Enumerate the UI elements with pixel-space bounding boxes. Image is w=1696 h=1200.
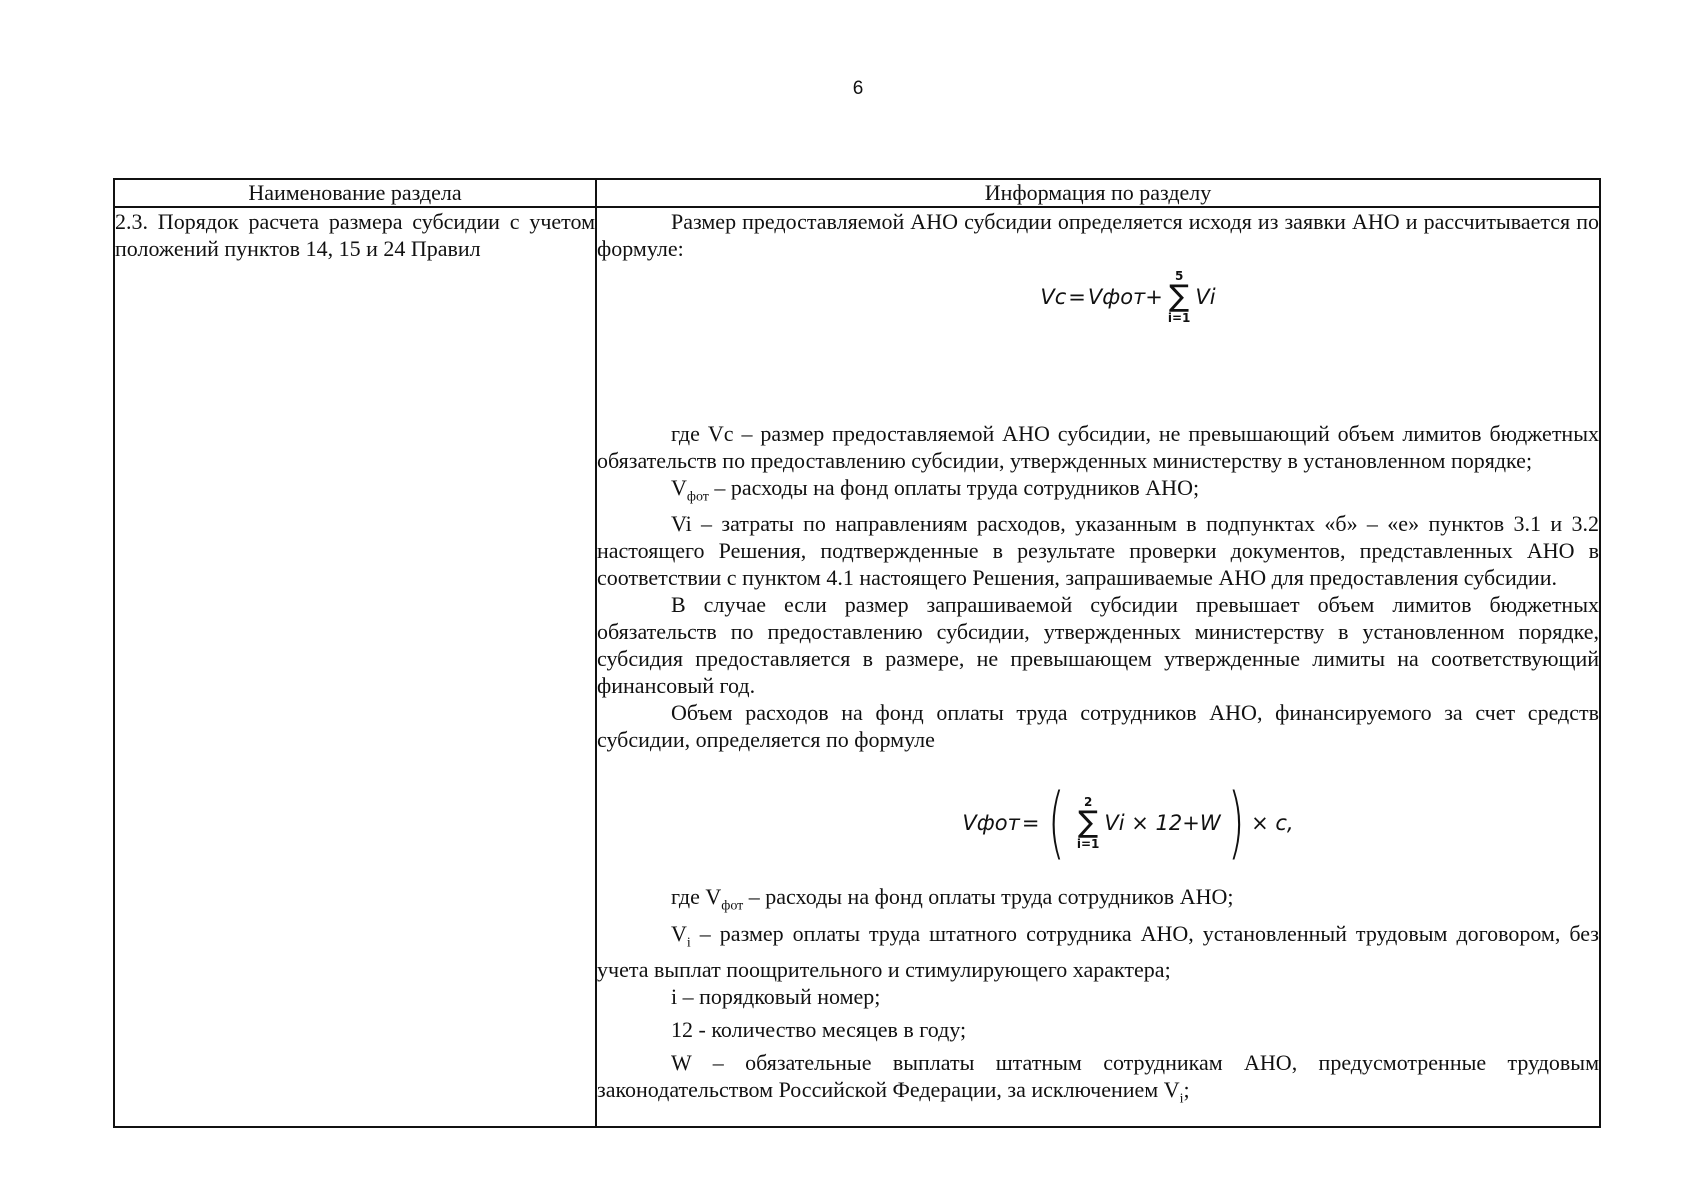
- right-paren: ): [1227, 778, 1245, 869]
- definition-vfot: [597, 474, 1599, 510]
- section-name: 2.3. Порядок расчета размера субсидии с учетом положений пунктов 14, 15 и 24 Правил: [115, 209, 595, 261]
- definition-vi-2: [597, 920, 1599, 983]
- header-section-name: Наименование раздела: [114, 179, 596, 207]
- sigma-symbol: ∑: [1078, 805, 1099, 841]
- definition-w-end: ;: [1183, 1077, 1190, 1103]
- formula1-sum-body: Vi: [1195, 284, 1216, 309]
- subsidy-formula: [597, 264, 1599, 330]
- definition-vfot-text: – расходы на фонд оплаты труда сотрудников АНО;: [708, 475, 1200, 500]
- paragraph-volume: Объем расходов на фонд оплаты труда сотрудников АНО, финансируемого за счет средств субсидии, определяется по формуле: [597, 700, 1599, 753]
- formula1-term: Vфот+: [1087, 284, 1163, 309]
- definition-vi-2-subscript: i: [686, 935, 691, 951]
- section-name-cell: [114, 207, 596, 1127]
- definition-w: [597, 1049, 1599, 1112]
- sigma-symbol: ∑: [1169, 279, 1190, 314]
- formula1-sum-lower: i=1: [1167, 311, 1191, 325]
- paragraph-limits: В случае если размер запрашиваемой субсидии превышает объем лимитов бюджетных обязательств по предоставлению субсидии, утвержденных министерству в установленном порядке, субсидия предоставляется в размере, не превышающем утвержденные лимиты на соответствующий финансовый год.: [597, 592, 1599, 699]
- definition-vi: Vi – затраты по направлениям расходов, указанным в подпунктах «б» – «е» пунктов 3.1 и 3.2 настоящего Решения, подтвержденные в результате проверки документов, представленных АНО в соответствии с пунктом 4.1 настоящего Решения, запрашиваемые АНО для предоставления субсидии.: [597, 511, 1599, 591]
- definition-vfot-2-prefix: где V: [671, 884, 722, 910]
- definition-vfot-subscript: фот: [686, 489, 709, 505]
- page-number: 6: [852, 78, 864, 99]
- formula2-sum-body: Vi × 12+W: [1104, 810, 1221, 835]
- definition-w-subscript: i: [1179, 1091, 1184, 1107]
- section-info-cell: [596, 207, 1600, 1127]
- formula1-eq: =: [1068, 284, 1086, 309]
- definition-i: i – порядковый номер;: [671, 984, 881, 1010]
- definition-vfot-symbol: V: [671, 475, 687, 500]
- formula1-lhs: Vc: [1040, 284, 1067, 309]
- definition-vfot-2-text: – расходы на фонд оплаты труда сотрудников АНО;: [743, 884, 1234, 910]
- definition-12: 12 - количество месяцев в году;: [671, 1017, 967, 1043]
- definition-vc: где Vc – размер предоставляемой АНО субсидии, не превышающий объем лимитов бюджетных обязательств по предоставлению субсидии, утвержденных министерству в установленном порядке;: [597, 421, 1599, 473]
- formula2-tail: × c,: [1251, 810, 1294, 835]
- header-section-info: Информация по разделу: [596, 179, 1600, 207]
- definition-vfot-2-subscript: фот: [721, 898, 744, 914]
- definition-vi-2-symbol: V: [671, 920, 687, 946]
- table-header-row: [114, 179, 1600, 207]
- formula2-sum-upper: 2: [1083, 795, 1093, 810]
- formula2-sum: [1077, 796, 1100, 850]
- formula2-lhs: Vфот: [962, 810, 1020, 835]
- definition-vi-2-text: – размер оплаты труда штатного сотрудника АНО, установленный трудовым договором, без учета выплат поощрительного и стимулирующего характера;: [597, 920, 1599, 983]
- section-table: [113, 178, 1601, 1128]
- definition-vfot-2: [597, 883, 1599, 919]
- table-row: [114, 207, 1600, 1127]
- left-paren: (: [1048, 778, 1066, 869]
- payroll-formula: [597, 777, 1599, 869]
- formula2-eq: =: [1021, 810, 1040, 835]
- formula2-sum-lower: i=1: [1076, 837, 1100, 852]
- formula1-sum-upper: 5: [1174, 269, 1184, 283]
- formula1-sum: [1168, 270, 1191, 324]
- definition-w-text: W – обязательные выплаты штатным сотрудникам АНО, предусмотренные трудовым законодательством Российской Федерации, за исключением V: [597, 1050, 1599, 1103]
- intro-paragraph: Размер предоставляемой АНО субсидии определяется исходя из заявки АНО и рассчитывается по формуле:: [597, 209, 1599, 261]
